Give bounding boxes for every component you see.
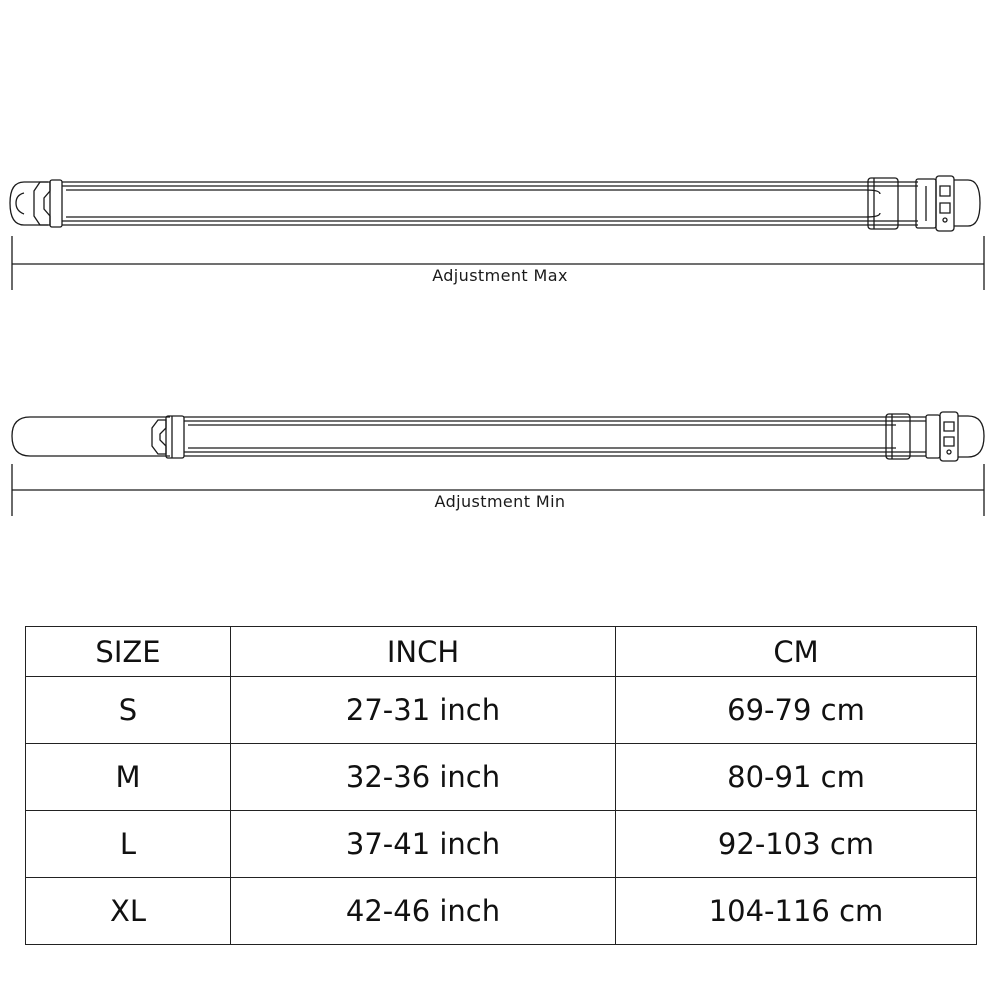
inch-cell: 42-46 inch: [231, 878, 616, 945]
adjustment-min-label: [0, 492, 1000, 511]
adjustment-max-text: Adjustment Max: [426, 266, 574, 285]
cm-cell: 92-103 cm: [616, 811, 977, 878]
size-cell: XL: [26, 878, 231, 945]
belt-min-illustration: [12, 412, 984, 461]
header-cm: CM: [616, 627, 977, 677]
cm-cell: 69-79 cm: [616, 677, 977, 744]
size-cell: S: [26, 677, 231, 744]
table-row: [26, 677, 977, 744]
size-chart-table: [25, 626, 977, 945]
cm-cell: 80-91 cm: [616, 744, 977, 811]
belt-max-illustration: [10, 176, 980, 231]
inch-cell: 32-36 inch: [231, 744, 616, 811]
size-cell: M: [26, 744, 231, 811]
adjustment-min-text: Adjustment Min: [429, 492, 572, 511]
cm-cell: 104-116 cm: [616, 878, 977, 945]
table-row: [26, 811, 977, 878]
adjustment-max-label: [0, 266, 1000, 285]
size-cell: L: [26, 811, 231, 878]
table-row: [26, 878, 977, 945]
inch-cell: 27-31 inch: [231, 677, 616, 744]
header-inch: INCH: [231, 627, 616, 677]
header-size: SIZE: [26, 627, 231, 677]
table-header-row: [26, 627, 977, 677]
inch-cell: 37-41 inch: [231, 811, 616, 878]
table-row: [26, 744, 977, 811]
